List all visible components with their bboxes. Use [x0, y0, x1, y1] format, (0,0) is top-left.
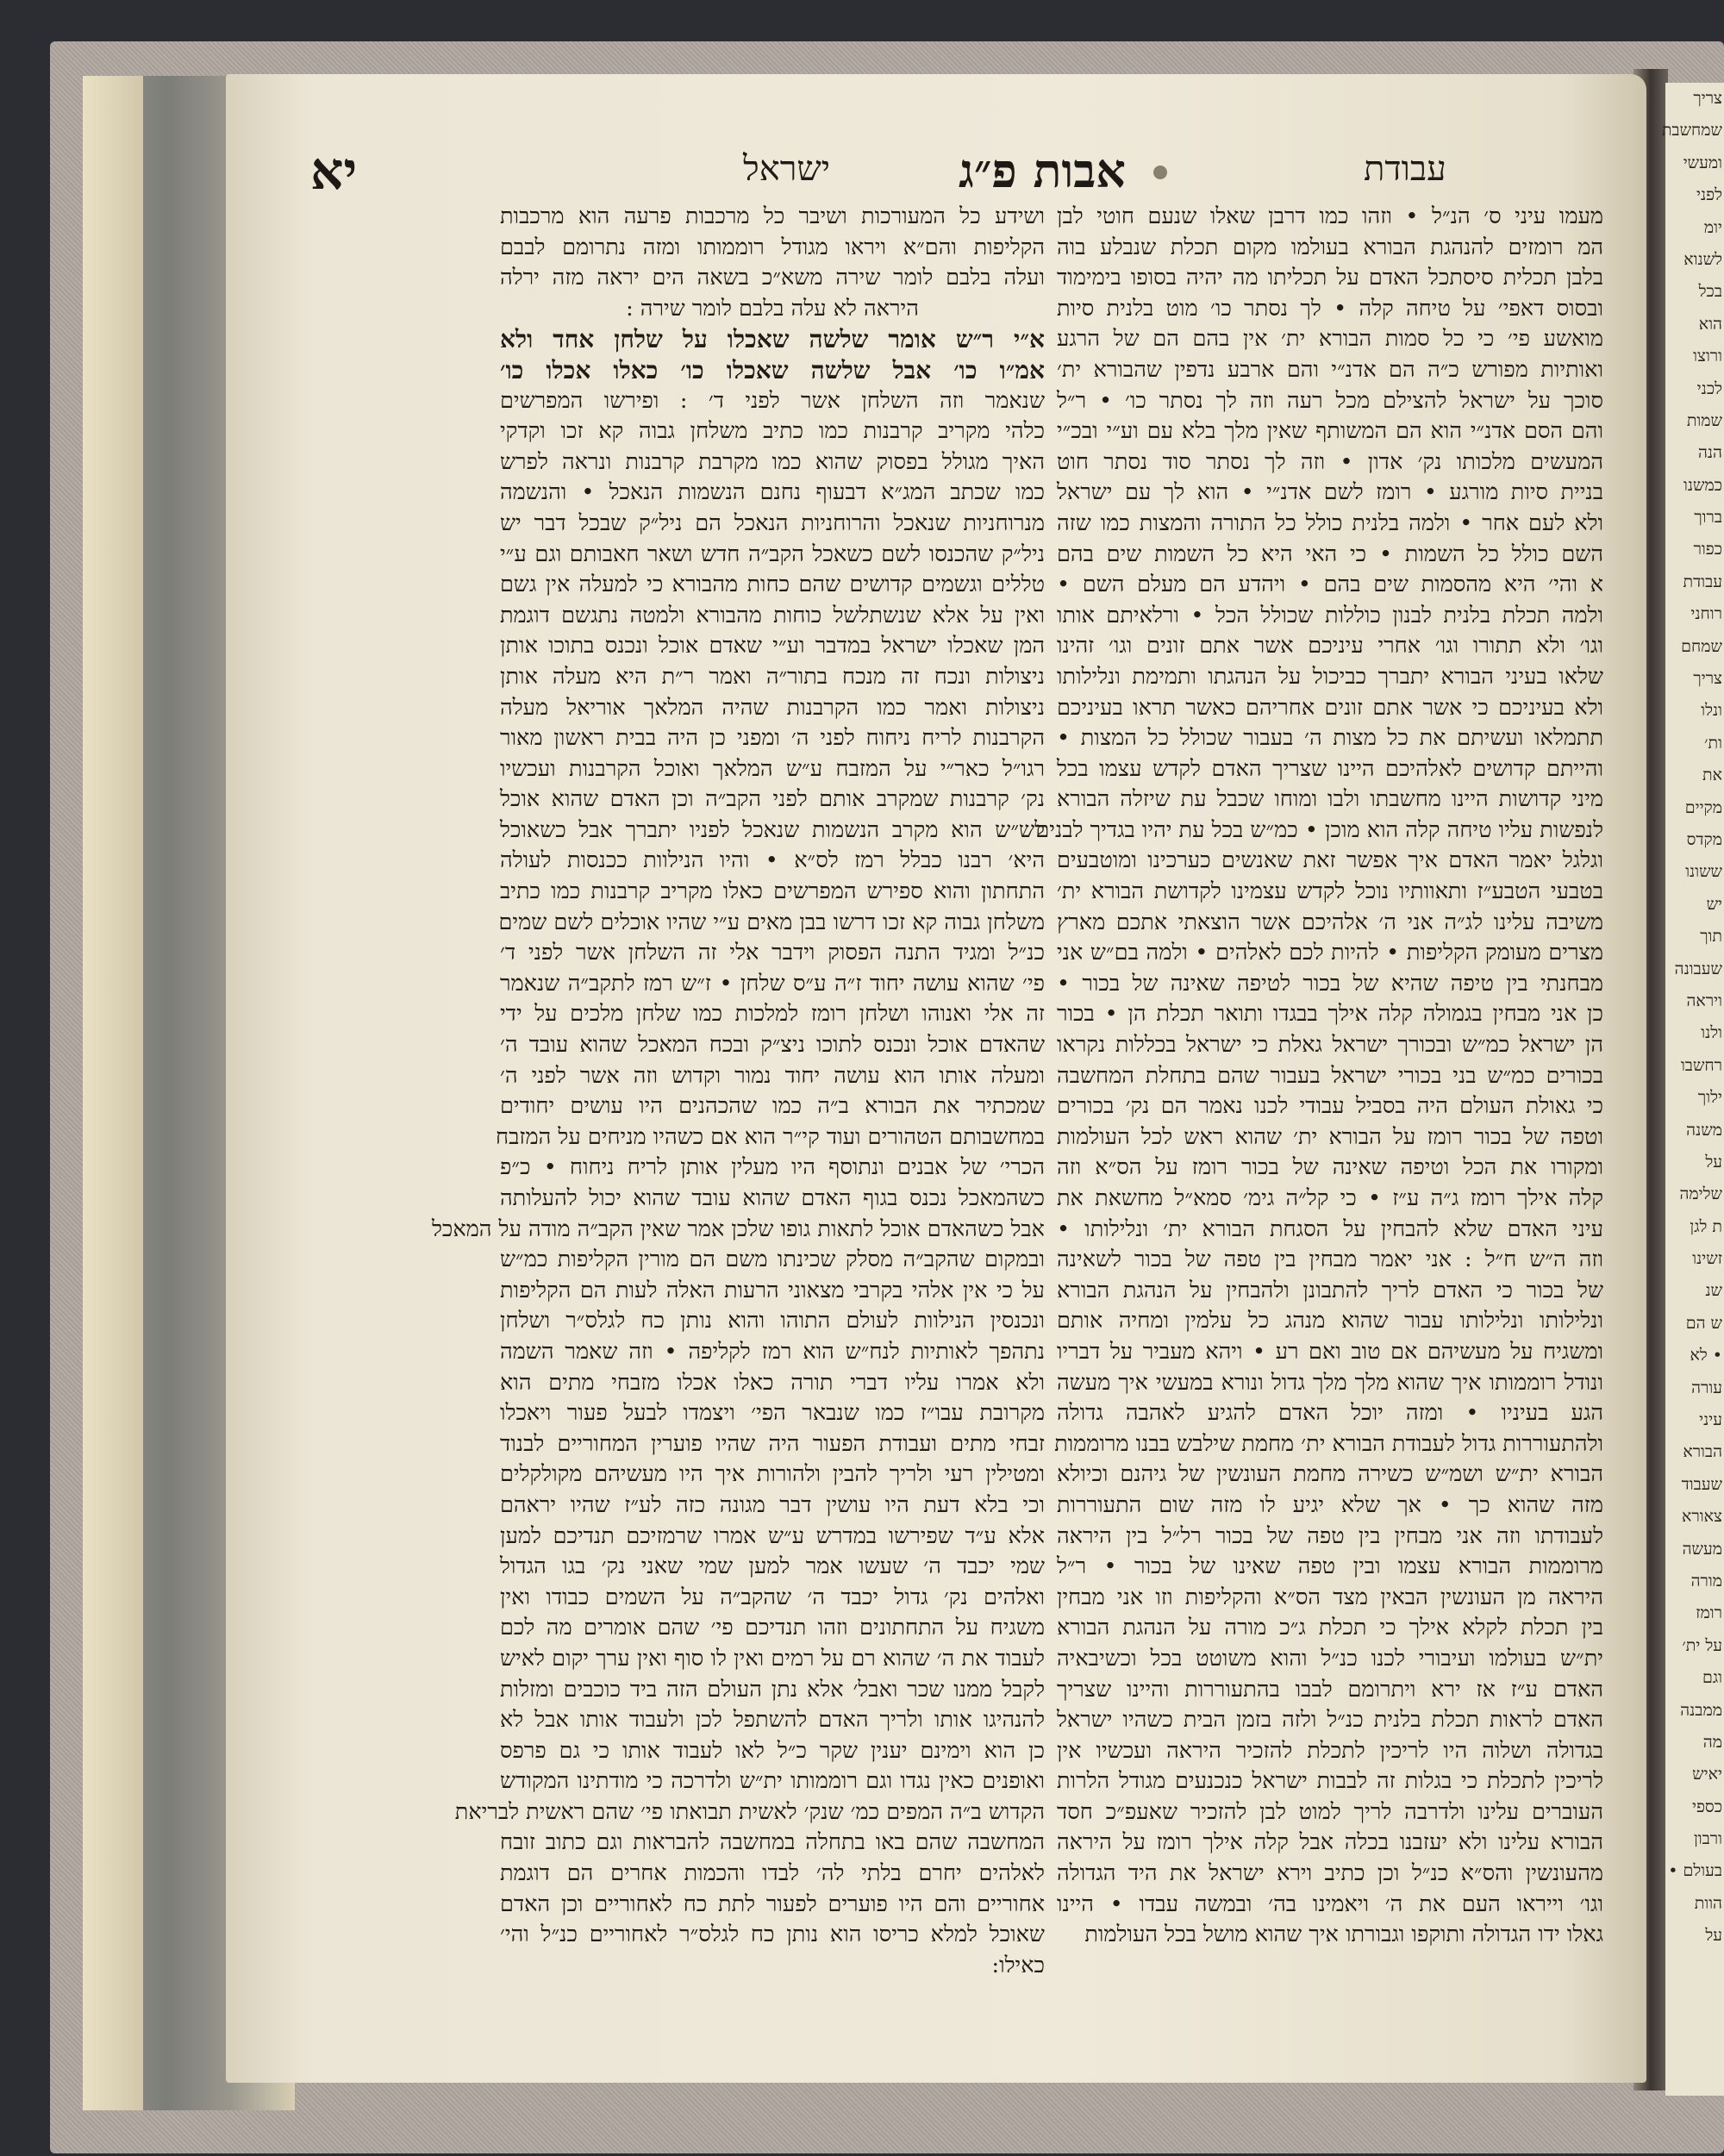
text-line: מעמו עיני ס׳ הנ״ל • וזהו כמו דרבן שאלו שנעם חוטי לבן: [1057, 203, 1603, 229]
next-page-fragment: הוא: [1698, 314, 1722, 334]
text-line: א והי׳ היא מהסמות שים בהם • ויהדע הם מעלם השם •: [1057, 572, 1603, 598]
text-line: ואין על אלא שנשתלשל כוחות מהבורא ולמטה נתגשם דוגמת: [500, 602, 1045, 628]
text-line: ולהתעוררות גדול לעבודת הבורא ית׳ מחמת שילבש בבנו מרוממות: [1054, 1430, 1603, 1457]
text-line: וגו׳ וייראו העם את ה׳ ויאמינו בה׳ ובמשה עבדו • היינו: [1057, 1890, 1603, 1917]
text-line: מזה שהוא כך • אך שלא יגיע לו מזה שום התעוררות: [1057, 1491, 1603, 1518]
next-page-fragment: ויראה: [1686, 991, 1722, 1010]
text-line: פי׳ שהוא עושה יחוד ז״ה ע״ס שלחן • ז״ש רמז לתקב״ה שנאמר: [500, 970, 1045, 997]
text-line: ומטילין רעי ולריך להבין ולהורות איך היו מעשיהם מקולקלים: [500, 1461, 1045, 1488]
text-line: ית״ש בעולמו ועיבורי לכנו כנ״ל והוא משוטט בכל וכשיבאיה: [1057, 1645, 1603, 1672]
next-page-fragment: כפור: [1693, 540, 1722, 559]
text-line: שלאו בעיני הבורא יתברך כביכול על הנהגתו ותמימת ונלילותו: [1057, 663, 1603, 690]
next-page-fragment: יאיש: [1692, 1765, 1722, 1784]
page-edges-light: [83, 76, 143, 2110]
text-line: שהאדם אוכל ונכנס לתוכו ניצ״ק ובכח המאכל שהוא עובד ה׳: [500, 1032, 1045, 1059]
text-line: ובמקום שהקב״ה מסלק שכינתו משם הם מורין הקליפות כמ״ש: [500, 1247, 1045, 1273]
text-line: מבחנתי בין טיפה שהיא של בכור לטיפה שאינה של בכור •: [1057, 970, 1603, 997]
text-line: היראה לא עלה בלבם לומר שירה :: [626, 295, 919, 322]
next-page-fragment: על ית׳: [1682, 1635, 1722, 1655]
next-page-fragment: ממבנה: [1680, 1700, 1722, 1720]
text-line: ושידע כל המעורכות ושיבר כל מרכבות פרעה הוא מרכבות: [500, 203, 1045, 229]
text-line: כשהמאכל נכנס בגוף האדם שהוא עובד שהוא יכול להעלותה: [500, 1185, 1045, 1211]
text-line: הבורא עלינו ולא יעזבנו בכלה אבל קלה אילך רומז על היראה: [1057, 1829, 1603, 1856]
text-line: לאלהים יחרם בלתי לה׳ לבדו והכמות אחרים הם דוגמת: [500, 1860, 1045, 1887]
text-line: כי גאולת העולם היה בסביל עבודי לכנו נאמר הם נק׳ בכורים: [1057, 1093, 1603, 1120]
text-line: אמ״ו כו׳ אבל שלשה שאכלו כו׳ כאלו אכלו כו׳: [500, 355, 1045, 384]
next-page-fragment: רוחני: [1690, 604, 1722, 624]
next-page-fragment: ולנו: [1701, 1023, 1722, 1043]
text-line: וגו׳ ולא תתורו וגו׳ אחרי עיניכם אשר אתם זונים וגו׳ זהינו: [1057, 633, 1603, 659]
text-line: השם כולל כל השמות • כי האי היא כל השמות שים בהם: [1057, 541, 1603, 567]
next-page-fragment: הבורא: [1683, 1442, 1722, 1462]
text-line: ניל״ק שהכנסו לשם כשאכל הקב״ה חדש ושאר חאבותם וגם ע״י: [500, 541, 1045, 567]
next-page-fragment: את: [1702, 766, 1722, 785]
next-page-fragment: שלימה: [1679, 1184, 1722, 1204]
text-line: ונודל רוממותו איך שהוא מלך מלך גדול ונורא במעשי איך מעשה: [1057, 1369, 1603, 1396]
next-page-fragment: • לא: [1690, 1346, 1722, 1365]
text-line: המחשבה שהם באו בתחלה במחשבה להבראות וגם כתוב זובח: [500, 1829, 1045, 1856]
header-ornament: [1153, 166, 1167, 179]
book-page: [226, 74, 1646, 2083]
text-line: מצרים מעומק הקליפות • להיות לכם לאלהים • ולמה בם״ש אני: [1057, 940, 1603, 966]
text-line: בגדולה ושלוה היו לריכין לתכלת להזכיר היראה ועכשיו אין: [1057, 1737, 1603, 1764]
text-line: ולא בעיניכם כי אשר אתם זונים אחריהם כאשר תראו בעיניכם: [1057, 694, 1603, 721]
text-line: כמו שכתב המג״א דבעוף נחנם הנשמות הנאכל • והנשמה: [500, 479, 1045, 506]
text-line: וכי בלא דעת היו עושין דבר מגונה כזה לע״ז שהיו יראהם: [500, 1491, 1045, 1518]
next-page-fragment: מעשה: [1682, 1539, 1722, 1559]
next-page-fragment: רומז: [1696, 1603, 1722, 1623]
text-line: מנרוחניות שנאכל והרוחניות הנאכל הם ניל״ק שבכל דבר יש: [500, 509, 1045, 536]
text-line: לש״ש הוא מקרב הנשמות שנאכל לפניו יתברך אבל כשאוכל: [500, 816, 1045, 843]
text-line: לעבודתו וזה אני מבחין בין טפה של בכור רל״ל בין היראה: [1057, 1522, 1603, 1549]
next-page-fragment: שמות: [1686, 410, 1722, 430]
next-page-fragment: כמשנו: [1683, 475, 1722, 495]
chapter-title: אבות פ״ג: [959, 143, 1126, 198]
next-page-fragment: ורבון: [1693, 1829, 1722, 1849]
text-line: האדם לראות תכלת בלנית כנ״ל ולזה בזמן הבית כשהיו ישראל: [1057, 1707, 1603, 1734]
next-page-fragment: עבודת: [1683, 572, 1722, 591]
text-line: ובסוס דאפי׳ על טיחה קלה • לך נסתר כו׳ מוט בלנית סיות: [1057, 295, 1603, 322]
text-line: בין תכלת לקלא אילך כי תכלת ג״כ מורה על הנהגת הבורא: [1057, 1615, 1603, 1641]
text-line: היא׳ רבנו כבלל רמז לס״א • והיו הנילוות ככנסות לעולה: [500, 847, 1045, 874]
text-line: כלהי מקריב קרבנות כמו כתיב משלחן גבוה קא זכו וקדקי: [500, 418, 1045, 445]
text-line: הקליפות והם״א ויראו מגודל רוממותו ומזה נתרומם לבבם: [500, 234, 1045, 260]
next-page-fragment: לפני: [1696, 185, 1722, 205]
text-line: הבורא ית״ש ושמ״ש כשירה מחמת העונשין של גיהנם וכיולא: [1057, 1461, 1603, 1488]
text-line: האדם ע״ז אז ירא ויתרומם לבבו בהתעוררות והיינו שצריך: [1057, 1676, 1603, 1703]
text-line: מקרובת עבו״ז כמו שנבאר הפי׳ ויצמדו לבעל פעור ויאכלו: [500, 1400, 1045, 1427]
text-line: טללים וגשמים קדושים שהם כחות מהבורא כי למעלה אין גשם: [500, 572, 1045, 598]
text-line: ואופנים כאין נגדו וגם רוממותו ית״ש ולדרכה כי מודתינו המקודש: [500, 1768, 1045, 1795]
running-header: [226, 141, 1646, 210]
left-text-column: [431, 202, 1045, 1981]
text-line: זה אלי ואנוהו ושלחן רומז למלכות כמו שלחן מלכים על ידי: [500, 1001, 1045, 1028]
text-line: אבל כשהאדם אוכל לתאות גופו שלכן אמר שאין הקב״ה מודה על המאכל: [431, 1215, 1045, 1242]
next-page-fragment: יש: [1706, 894, 1722, 914]
text-line: ואותיות מפורש כ״ה הם אדנ״י והם ארבע נדפין שהבורא ית׳: [1057, 356, 1603, 383]
text-line: תתמלאו ועשיתם את כל מצות ה׳ בעבור שכולל כל המצות •: [1057, 725, 1603, 752]
text-line: לקבל ממנו שכר ואבל׳ אלא נתן העולם הזה ביד כוכבים ומזלות: [500, 1676, 1045, 1703]
next-page-fragment: ששונו: [1685, 862, 1722, 882]
next-page-fragment: עורה: [1691, 1378, 1722, 1397]
text-line: המ רומזים להנהגת הבורא בעולמו מקום תכלת שנבלע בוה: [1057, 234, 1603, 260]
text-line: וזה ה״ש ח״ל : אני יאמר מבחין בין טפה של בכור לשאינה: [1057, 1247, 1603, 1273]
text-line: והייתם קדושים לאלהיכם היינו שצריך האדם לקדש עצמו בכל: [1057, 755, 1603, 782]
text-line: שאוכל למלא כריסו הוא נותן כח לגלס״ר לאחוריים כנ״ל והי׳: [500, 1922, 1045, 1948]
next-page-fragment: ת לגן: [1690, 1216, 1722, 1236]
text-line: אלא ע״ד שפירשו במדרש ע״ש אמרו שרמזיכם תנדיכם למען: [500, 1522, 1045, 1549]
text-line: התחתון והוא ספירש המפרשים כאלו מקריב קרבנות כמו כתיב: [500, 878, 1045, 905]
next-page-fragment: מורה: [1690, 1571, 1722, 1590]
next-page-fragment: מקדס: [1686, 829, 1722, 849]
next-page-fragment: כספי: [1691, 1797, 1722, 1816]
text-line: ונלילותו ונלילותו עבור שהוא מנהג כל עלמין ומחיה אותם: [1057, 1308, 1603, 1334]
text-line: קלה אילך רומז ג״ה ע״ז • כי קל״ה גימ׳ סמא״ל מחשאת את: [1057, 1185, 1603, 1211]
text-line: כנ״ל ומגיד התנה הפסוק וידבר אלי זה השלחן אשר לפני ד׳: [500, 940, 1045, 966]
text-line: משגיח על התחתונים וזהו תנדיכם פי׳ שהם אומרים מה לכם: [500, 1615, 1045, 1641]
text-line: בטבעי הטבע״ז ותאוותיו נוכל לקדש עצמינו לקדושת הבורא ית׳: [1057, 878, 1603, 905]
page-number: יא: [310, 141, 358, 202]
next-page-fragment: שעבוד: [1681, 1474, 1722, 1494]
next-page-fragment: ילוך: [1697, 1088, 1722, 1108]
next-page-fragment: שנ: [1705, 1281, 1722, 1301]
text-line: הקדוש ב״ה המפים כמ׳ שנק׳ לאשית תבואתו פי׳ שהם ראשית לבריאת: [454, 1798, 1045, 1825]
text-line: על כי אין אלהי בקרבי מצאוני הרעות האלה לעות הם הקליפות: [500, 1277, 1045, 1303]
next-page-fragment: עיני: [1699, 1410, 1722, 1430]
text-line: להנהיגו אותו ולריך האדם להשתפל לכן ולעבוד אותו אבל לא: [500, 1707, 1045, 1734]
text-line: המן שאכלו ישראל במדבר וע״י שאדם אוכל ונכנס בתוכו אותן: [500, 633, 1045, 659]
text-line: של בכור כי האדם לריך להתבונן ולהבחין על הנהגת הבורא: [1057, 1277, 1603, 1303]
text-line: המעשים מלכותו נק׳ אדון • וזה לך נסתר סוד נסתר חוט: [1057, 448, 1603, 475]
text-line: ואלהים נק׳ גדול יכבד ה׳ שהקב״ה על השמים כבודו ואין: [500, 1584, 1045, 1610]
next-page-fragment: על: [1705, 1152, 1722, 1172]
text-line: במחשבותם הטהורים ועוד קי״ר הוא אם כשהיו מניחים על המזבח: [496, 1123, 1045, 1150]
next-page-fragment: ורוצו: [1693, 347, 1722, 366]
right-text-column: [1035, 202, 1603, 1951]
next-page-fragment: הנה: [1697, 443, 1722, 463]
text-line: האיך מגולל בפסוק שהוא כמו מקרבת קרבנות ונראה לפרש: [500, 448, 1045, 475]
text-line: סוכך על ישראל להצילם מכל רעה וזה לך נסתר כו׳ • ר״ל: [1057, 387, 1603, 414]
text-line: זבחי מתים ועבודת הפעור היה שהיו פוערין המחוריים לבנוד: [500, 1430, 1045, 1457]
next-page-fragment: שעבונה: [1674, 959, 1722, 978]
text-line: שנאמר וזה השלחן אשר לפני ד׳ : ופירשו המפרשים: [500, 387, 1045, 414]
running-title-left: ישראל: [743, 149, 831, 189]
text-line: לריכין לתכלת כי בגלות זה לבבות ישראל כנכנעים מגודל הלרות: [1057, 1768, 1603, 1795]
text-line: ניצולות ונכח זה מנכח בתור״ה ואמר ר״ת היא מעלה אותן: [500, 663, 1045, 690]
text-line: היראה מן העונשין הבאין מצד הס״א והקליפות וזו אני מבחין: [1057, 1584, 1603, 1610]
text-line: מהעונשין והס״א כנ״ל וכן כתיב וירא ישראל את היד הגדולה: [1057, 1860, 1603, 1887]
next-page-fragment: על: [1705, 1926, 1722, 1946]
text-line: ולמה תכלת בלנית לבנון כוללות שכולל הכל • ורלאיתם אותו: [1057, 602, 1603, 628]
next-page-fragment: וגם: [1702, 1668, 1722, 1688]
text-line: ועלה בלבם לומר שירה משא״כ בשאה הים יראה מזה ירלה: [500, 265, 1045, 291]
text-line: הן ישראל כמ״ש ובכורך ישראל גאלת כי ישראל בכללות נקראו: [1057, 1032, 1603, 1059]
text-line: כן אני מבחין בגמולה קלה אילך בבגדו ותואר תכלת הן • בכור: [1057, 1001, 1603, 1028]
next-page-fragment: תוך: [1700, 927, 1722, 947]
next-page-fragment: לכני: [1696, 378, 1722, 398]
text-line: העוברים עלינו ולדרבה לריך למוט לבן להזכיר שאעפ״כ חסד: [1057, 1798, 1603, 1825]
next-page-fragment: זשינו: [1692, 1249, 1722, 1269]
next-page-fragment: צאורא: [1682, 1507, 1722, 1527]
text-line: הכרי׳ של אבנים ונתוסף היו מעלין אותן לריח ניחוח • כ״פ: [500, 1154, 1045, 1181]
next-page-fragment: ש הם: [1685, 1313, 1722, 1333]
next-page-fragment: מקיים: [1684, 797, 1722, 817]
text-line: ונכנסין הנילוות לעולם התוהו והוא נותן כח לגלס״ר ושלחן: [500, 1308, 1045, 1334]
next-page-fragment: רחשבו: [1680, 1055, 1722, 1075]
text-line: שמכתיר את הבורא ב״ה כמו שהכהנים היו עושים יחודים: [500, 1093, 1045, 1120]
text-line: הקרבנות לריח ניחוח לפני ה׳ ומפני כן היה בבית ראשון מאור: [500, 725, 1045, 752]
text-line: ולא אמרו עליו דברי תורה כאלו אכלו מזבחי מתים הוא: [500, 1369, 1045, 1396]
next-page-fragment: הוות: [1694, 1893, 1722, 1913]
next-page-fragment: בכל: [1698, 282, 1722, 302]
text-line: וטפה של בכור רומז על הבורא ית׳ שהוא ראש לכל העולמות: [1057, 1123, 1603, 1150]
text-line: ומעלה אותו הוא עושה יחוד נמור וקדוש וזה אשר לפני ה׳: [500, 1062, 1045, 1089]
text-line: ומשגיח על מעשיהם אם טוב ואם רע • ויהא מעביר על דבריו: [1057, 1338, 1603, 1365]
text-line: ומקורו את הכל וטיפה שאינה של בכור רומז על הס״א וזה: [1057, 1154, 1603, 1181]
text-line: גאלו ידו הגדולה ותוקפו וגבורתו איך שהוא מושל בכל העולמות: [1084, 1922, 1603, 1948]
text-line: משיבה עלינו לג״ה אני ה׳ אלהיכם אשר הוצאתי אתכם מארץ: [1057, 909, 1603, 935]
next-page-fragment: שמחשבת: [1661, 121, 1722, 141]
text-line: נתהפך לאותיות לנח״ש הוא רמז לקליפה • וזה שאמר השמה: [500, 1338, 1045, 1365]
text-line: משלחן גבוה קא זכו דרשו בבן מאים ע״י שהיו אוכלים לשם שמים: [498, 909, 1045, 935]
next-page-fragment: משנה: [1686, 1120, 1722, 1140]
next-page-fragment: יומ: [1703, 217, 1722, 237]
text-line: מואשע פי׳ כי כל סמות הבורא ית׳ אין בהם הם של הרגע: [1057, 326, 1603, 353]
next-page-fragment: מה: [1702, 1732, 1722, 1752]
next-page-fragment: שמחם: [1681, 636, 1722, 656]
text-line: בניית סיות מורגע • רומז לשם אדנ״י • הוא לך עם ישראל: [1057, 479, 1603, 506]
next-page-fragment: לשנוא: [1683, 249, 1722, 269]
next-page-fragment: ברוך: [1694, 508, 1722, 528]
text-line: בכורים כמ״ש בני בכורי ישראל בעבור שהם בתחלת המחשבה: [1057, 1062, 1603, 1089]
next-page-fragment: צריך: [1693, 669, 1722, 689]
text-line: לנפשות עליו טיחה קלה הוא מוכן • כמ״ש בכל עת יהיו בגדיך לבנים: [1035, 816, 1603, 843]
text-line: נק׳ קרבנות שמקרב אותם לפני הקב״ה וכן האדם שהוא אוכל: [500, 786, 1045, 813]
text-line: מרוממות הבורא עצמו ובין טפה שאינו של בכור • ר״ל: [1057, 1553, 1603, 1580]
text-line: ניצולות ואמר כמו הקרבנות שהיה המלאך אוריאל מעלה: [500, 694, 1045, 721]
text-line: והם הסם אדנ״י הוא הם המשותף שאין מלך בלא עם וע״י ובכ״י: [1057, 418, 1603, 445]
next-page-fragment: צריך: [1693, 89, 1722, 108]
text-line: לעבוד את ה׳ שהוא רם על רמים ואין לו סוף ואין ערך יקום לאיש: [500, 1645, 1045, 1672]
next-page-fragment: ות׳: [1704, 733, 1722, 753]
text-line: ולא לעם אחר • ולמה בלנית כולל כל התורה והמצות כמו שזה: [1057, 509, 1603, 536]
text-line: כן הוא וימינם יענין שקר כ״ל לאו לעבוד אותו כי גם פרפס: [500, 1737, 1045, 1764]
text-line: שמי יכבד ה׳ שעשו אמר למען שמי שאני נק׳ בגו הגדול: [500, 1553, 1045, 1580]
text-line: רגו״ל כאר״י על המזבח ע״ש המלאך ואוכל הקרבנות ועכשיו: [500, 755, 1045, 782]
text-line: אחוריים והם היו פוערים לפעור לתת כח לאחוריים וכן האדם: [500, 1890, 1045, 1917]
text-line: הגע בעיניו • ומזה יוכל האדם להגיע לאהבה גדולה: [1057, 1400, 1603, 1427]
next-page-fragment: בעולם •: [1668, 1861, 1722, 1881]
next-page-fragment: ומעשי: [1683, 153, 1722, 172]
text-line: וגלגל יאמר האדם איך אפשר זאת שאנשים כערכינו ומוטבעים: [1057, 847, 1603, 874]
next-page-strip: [1661, 83, 1724, 2096]
text-line: מיני קדושות היינו מחשבתו ולבו ומוחו שכבל עת שיזלה הבורא: [1057, 786, 1603, 813]
text-line: כאילו:: [991, 1952, 1045, 1978]
text-line: א״י ר״ש אומר שלשה שאכלו על שלחן אחד ולא: [500, 325, 1045, 354]
running-title-right: עבודת: [1364, 149, 1446, 189]
next-page-fragment: ונלו: [1701, 701, 1722, 721]
text-line: בלבן תכלית סיסתכל האדם על תכליתו מה יהיה בסופו בימימוד: [1057, 265, 1603, 291]
text-line: עיני האדם שלא להבחין על הסגחת הבורא ית׳ ונלילותו •: [1057, 1215, 1603, 1242]
